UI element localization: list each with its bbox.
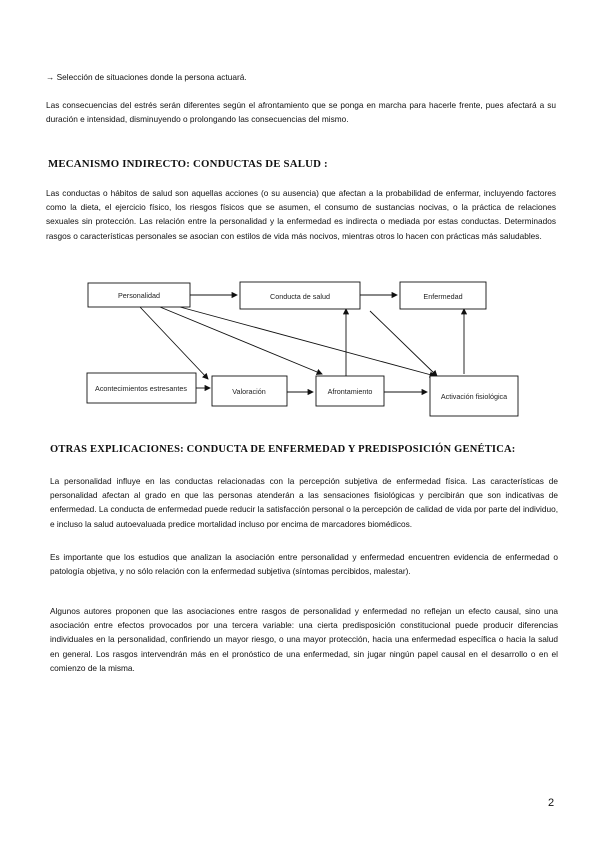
intro-bullet: → Selección de situaciones donde la persona actuará. <box>46 72 247 82</box>
section2-paragraph-3: Algunos autores proponen que las asociaciones entre rasgos de personalidad y enfermedad no reflejan un efecto causal, sino una asociación entre efectos provocados por una tercera variable: una cierta predisposición constitucional puede producir diferencias individuales en la personalidad, confiriendo un mayor riesgo, o una mayor protección, hacia una enfermedad específica o hacia la salud en general. Los rasgos intervendrán más en el pronóstico de una enfermedad, sin jugar ningún papel causal en el desarrollo o en el comienzo de la misma. <box>50 606 558 673</box>
node-conducta-de-salud: Conducta de salud <box>270 292 330 301</box>
section2-heading-prefix: OTRAS EXPLICACIONES: <box>50 444 187 455</box>
node-afrontamiento: Afrontamiento <box>327 387 373 396</box>
section2-paragraph-1: La personalidad influye en las conductas relacionadas con la percepción subjetiva de enfermedad física. Las características de personalidad afectan al grado en que las personas atenderán a las sensaciones fisiológicas y percibirán que son indicativas de enfermedad. La conducta de enfermedad puede reducir la satisfacción personal o la percepción de calidad de vida por parte del individuo, e incluso la salud autoevaluada predice mortalidad incluso por encima de marcadores biomédicos. <box>50 476 558 529</box>
node-activacion: Activación fisiológica <box>440 392 508 401</box>
section1-paragraph: Las conductas o hábitos de salud son aquellas acciones (o su ausencia) que afectan a la probabilidad de enfermar, incluyendo factores como la dieta, el ejercicio físico, los riesgos físicos que se asumen, el consumo de sustancias nocivas, o la práctica de relaciones sexuales sin protección. Las relación entre la personalidad y la enfermedad es indirecta o mediada por estas conductas. Determinados rasgos o características personales se asocian con estilos de vida más nocivos, mientras otros lo hacen con prácticas más saludables. <box>46 188 556 241</box>
node-enfermedad: Enfermedad <box>423 292 463 301</box>
section2-heading-suffix: Y PREDISPOSICIÓN GENÉTICA: <box>345 444 516 455</box>
section2-paragraph-2: Es importante que los estudios que analizan la asociación entre personalidad y enfermedad encuentren evidencia de enfermedad o patología objetiva, y no sólo relación con la enfermedad subjetiva (síntomas percibidos, malestar). <box>50 552 558 577</box>
node-acontecimientos: Acontecimientos estresantes <box>95 384 187 393</box>
section2-heading <box>50 444 515 455</box>
page-number: 2 <box>548 797 555 809</box>
node-valoracion: Valoración <box>232 387 266 396</box>
section2-heading-bold: CONDUCTA DE ENFERMEDAD <box>186 444 346 455</box>
node-personalidad: Personalidad <box>118 291 160 300</box>
section1-heading-bold: INDIRECTO: CONDUCTAS DE SALUD : <box>122 158 328 170</box>
intro-paragraph: Las consecuencias del estrés serán diferentes según el afrontamiento que se ponga en marcha para hacerle frente, pues afectará a su duración e intensidad, disminuyendo o prolongando las consecuencias del mismo. <box>46 100 556 125</box>
section1-heading-prefix: MECANISMO <box>48 158 123 170</box>
